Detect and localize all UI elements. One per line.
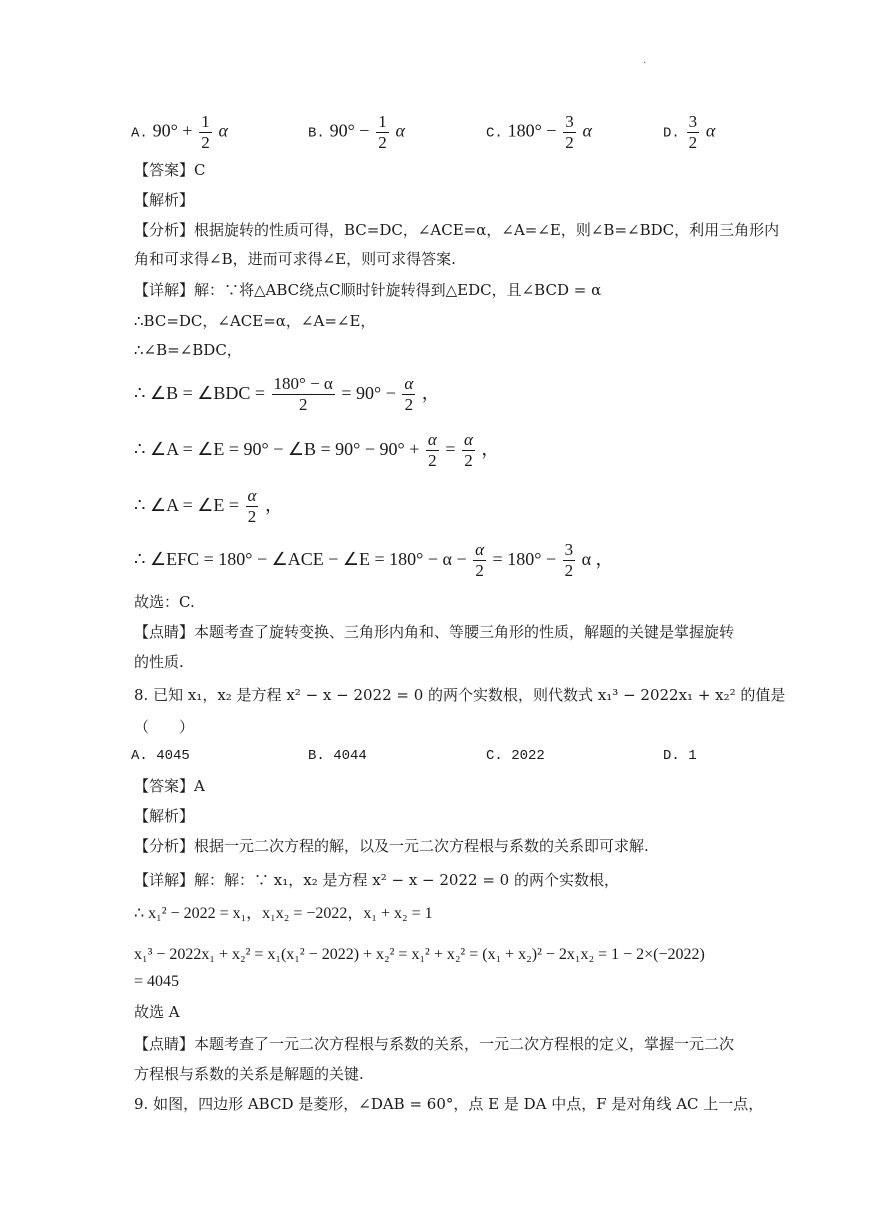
fraction-numerator: 3 xyxy=(564,540,574,560)
q7-option-c-fraction xyxy=(563,112,576,153)
q7-option-b-prefix: 90° − xyxy=(329,120,370,141)
q8-dianjing-line-2: 方程根与系数的关系是解题的关键. xyxy=(134,1065,364,1083)
q7-dianjing-line-1: 【点睛】本题考查了旋转变换、三角形内角和、等腰三角形的性质，解题的关键是掌握旋转 xyxy=(134,623,735,641)
q7-detail: 【详解】解：∵将△ABC绕点C顺时针旋转得到△EDC，且∠BCD = α xyxy=(134,281,602,299)
q8-option-b xyxy=(308,748,367,764)
q7-step-3-frac xyxy=(272,374,335,415)
q7-fenxi-line-2: 角和可求得∠B，进而可求得∠E，则可求得答案. xyxy=(134,250,456,268)
q7-step-6-b: = 180° − xyxy=(492,549,557,569)
fraction-numerator: 3 xyxy=(688,112,698,131)
q7-step-5 xyxy=(134,484,283,527)
q7-fenxi-line-1: 【分析】根据旋转的性质可得，BC=DC，∠ACE=α，∠A=∠E，则∠B=∠BDC，利用三角形内 xyxy=(134,221,780,239)
q7-option-d-fraction xyxy=(687,112,700,153)
q7-step-4-c: ， xyxy=(481,439,500,459)
q8-option-d xyxy=(663,748,697,764)
q8-option-c xyxy=(486,748,545,764)
q8-option-c-letter: C. xyxy=(486,748,503,764)
q8-option-a-letter: A. xyxy=(131,748,148,764)
q8-option-b-value: 4044 xyxy=(333,748,367,764)
q7-step-3-frac2 xyxy=(402,374,415,415)
q7-step-3-b: = 90° − xyxy=(341,383,396,403)
q8-analysis-label: 【解析】 xyxy=(134,807,195,825)
fraction-numerator: α xyxy=(427,430,437,450)
q7-option-b-var: α xyxy=(395,120,405,141)
q8-step-2: x₁³ − 2022x₁ + x₂² = x₁(x₁² − 2022) + x₂² = x₁² + x₂² = (x₁ + x₂)² − 2x₁x₂ = 1 − 2×(−2022) xyxy=(134,946,705,963)
q7-step-2: ∴∠B=∠BDC， xyxy=(134,341,242,359)
q7-step-3-c: ， xyxy=(421,383,440,403)
q7-option-c-letter: C. xyxy=(486,125,503,142)
q7-option-c xyxy=(486,112,592,153)
q7-step-3-a: ∴ ∠B = ∠BDC = xyxy=(134,383,266,403)
fraction-numerator: α xyxy=(463,430,473,450)
q7-step-6-a: ∴ ∠EFC = 180° − ∠ACE − ∠E = 180° − α − xyxy=(134,549,467,569)
q8-choose: 故选 A xyxy=(134,1003,180,1021)
fraction-numerator: 3 xyxy=(565,112,574,131)
q7-option-b-fraction xyxy=(376,112,389,153)
q8-option-a-value: 4045 xyxy=(156,748,190,764)
q7-step-4 xyxy=(134,428,499,471)
q7-option-b xyxy=(308,112,405,153)
q7-option-a-fraction xyxy=(199,112,212,153)
q7-step-5-frac xyxy=(246,486,259,527)
q8-dianjing-line-1: 【点睛】本题考查了一元二次方程根与系数的关系，一元二次方程根的定义，掌握一元二次 xyxy=(134,1035,735,1053)
q7-option-d xyxy=(663,112,715,153)
q7-option-b-letter: B. xyxy=(308,125,325,142)
q7-answer: 【答案】C xyxy=(134,161,206,179)
q9-stem-line-1: 9. 如图，四边形 ABCD 是菱形，∠DAB = 60°，点 E 是 DA 中点，F 是对角线 AC 上一点， xyxy=(134,1095,764,1113)
q8-step-3: = 4045 xyxy=(134,973,180,990)
q7-step-4-frac xyxy=(426,430,439,471)
q7-step-6-frac2 xyxy=(563,540,576,581)
q7-analysis-label: 【解析】 xyxy=(134,191,195,209)
q8-fenxi: 【分析】根据一元二次方程的解，以及一元二次方程根与系数的关系即可求解. xyxy=(134,837,649,855)
fraction-numerator: α xyxy=(475,540,485,560)
q8-detail: 【详解】解：解：∵ x₁，x₂ 是方程 x² − x − 2022 = 0 的两个实数根， xyxy=(134,871,619,889)
q8-stem-line-1: 8. 已知 x₁，x₂ 是方程 x² − x − 2022 = 0 的两个实数根，则代数式 x₁³ − 2022x₁ + x₂² 的值是 xyxy=(134,686,786,704)
fraction-denominator: 2 xyxy=(404,395,414,415)
fraction-denominator: 2 xyxy=(247,507,257,527)
q7-step-6 xyxy=(134,538,614,581)
q8-option-d-value: 1 xyxy=(688,748,697,764)
q7-choose: 故选：C. xyxy=(134,593,195,611)
q8-option-d-letter: D. xyxy=(663,748,680,764)
fraction-denominator: 2 xyxy=(688,133,698,152)
fraction-numerator: α xyxy=(404,374,414,394)
q8-option-b-letter: B. xyxy=(308,748,325,764)
q7-step-6-c: α ， xyxy=(581,549,614,569)
q7-step-5-c: ， xyxy=(264,495,283,515)
fraction-numerator: 1 xyxy=(378,112,387,131)
q7-dianjing-line-2: 的性质. xyxy=(134,653,184,671)
q8-option-c-value: 2022 xyxy=(511,748,545,764)
q7-option-d-letter: D. xyxy=(663,125,680,142)
q8-step-1: ∴ x₁² − 2022 = x₁，x₁x₂ = −2022，x₁ + x₂ = 1 xyxy=(134,905,433,922)
fraction-denominator: 2 xyxy=(475,561,484,581)
q7-option-a xyxy=(131,112,228,153)
q7-step-3 xyxy=(134,372,440,415)
q7-option-c-var: α xyxy=(582,120,592,141)
fraction-denominator: 2 xyxy=(298,395,308,415)
q7-step-4-frac2 xyxy=(462,430,475,471)
q7-option-a-letter: A. xyxy=(131,125,148,142)
q8-answer: 【答案】A xyxy=(134,777,205,795)
fraction-denominator: 2 xyxy=(428,451,437,471)
q7-step-4-b: = xyxy=(445,439,456,459)
q8-stem-line-2: （ ） xyxy=(134,718,195,736)
q7-step-4-a: ∴ ∠A = ∠E = 90° − ∠B = 90° − 90° + xyxy=(134,439,420,459)
q7-step-6-frac xyxy=(473,540,486,581)
fraction-numerator: 1 xyxy=(201,112,210,131)
fraction-denominator: 2 xyxy=(378,133,387,152)
fraction-denominator: 2 xyxy=(564,561,574,581)
q7-step-1: ∴BC=DC，∠ACE=α，∠A=∠E， xyxy=(134,312,376,330)
q7-option-d-var: α xyxy=(705,120,716,141)
q7-option-a-var: α xyxy=(218,120,228,141)
q7-option-c-prefix: 180° − xyxy=(507,120,557,141)
fraction-denominator: 2 xyxy=(201,133,210,152)
q8-option-a xyxy=(131,748,190,764)
header-dot: · xyxy=(643,58,647,69)
q7-step-5-a: ∴ ∠A = ∠E = xyxy=(134,495,240,515)
fraction-numerator: 180° − α xyxy=(273,374,333,394)
fraction-denominator: 2 xyxy=(464,451,473,471)
q7-option-a-prefix: 90° + xyxy=(152,120,193,141)
fraction-numerator: α xyxy=(247,486,257,506)
fraction-denominator: 2 xyxy=(565,133,574,152)
